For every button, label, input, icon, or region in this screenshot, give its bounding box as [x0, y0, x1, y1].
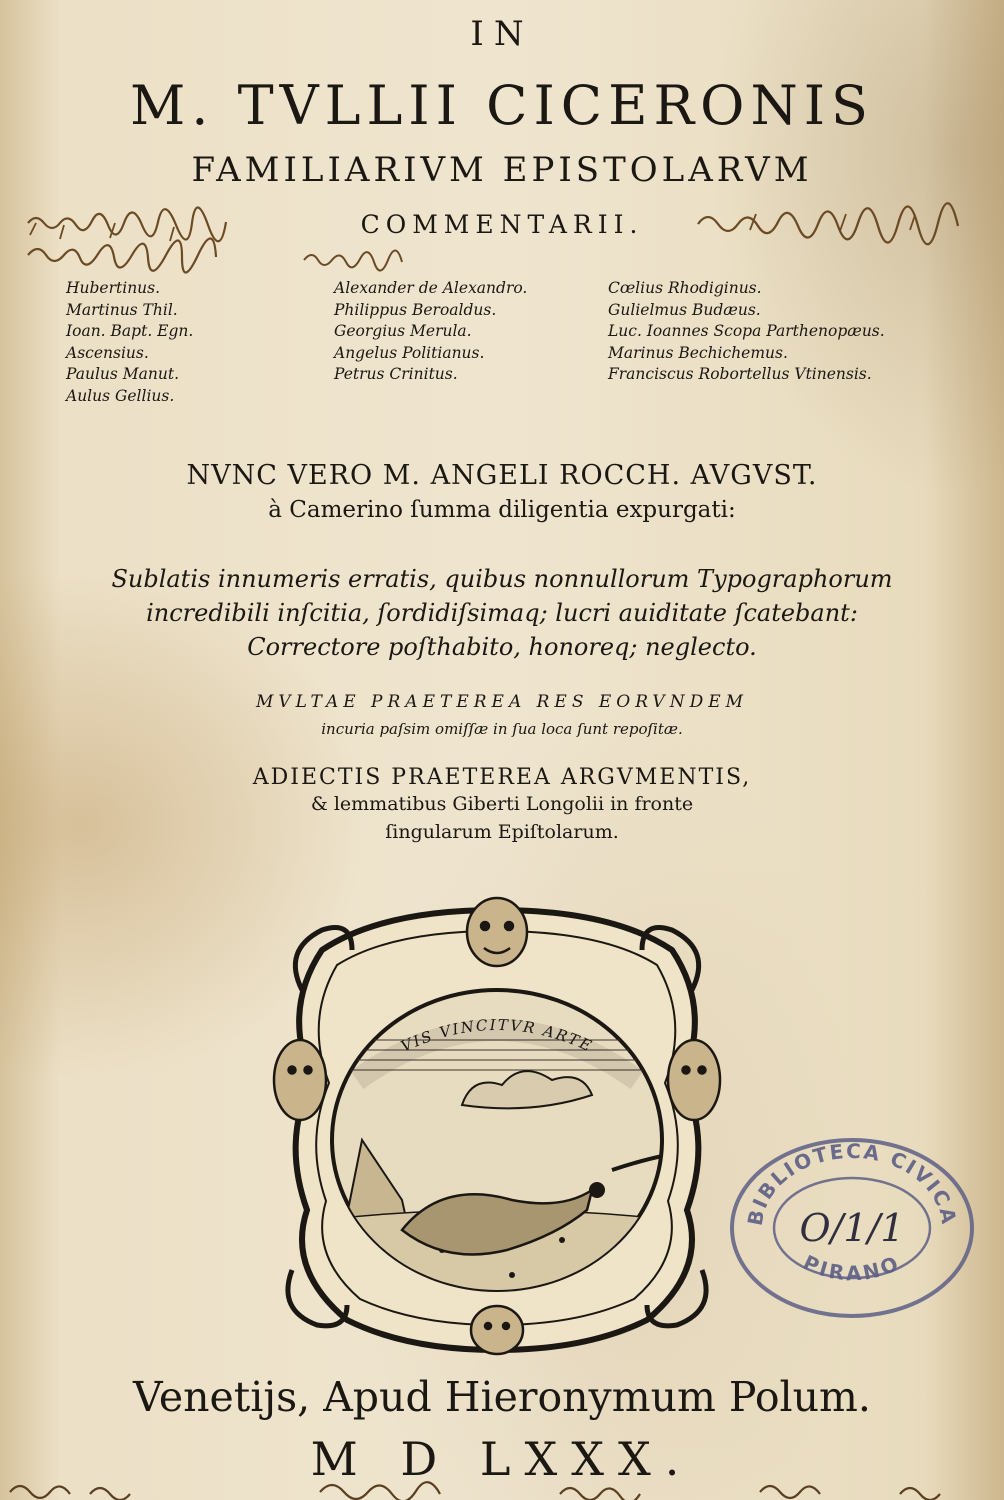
adiectis-line: ADIECTIS PRAETEREA ARGVMENTIS, — [252, 765, 752, 790]
commentator-name: Georgius Merula. — [334, 322, 472, 340]
commentator-name: Cœlius Rhodiginus. — [608, 279, 762, 297]
commentarii-heading: COMMENTARII. — [360, 210, 644, 239]
commentators-column-3 — [608, 278, 885, 386]
heading-in: IN — [470, 14, 534, 54]
author-title: M. TVLLII CICERONIS — [129, 74, 875, 137]
imprint-line: Venetijs, Apud Hieronymum Polum. — [133, 1373, 871, 1421]
sublatis-line: Sublatis innumeris erratis, quibus nonnullorum Typographorum — [111, 565, 893, 593]
multae-line: MVLTAE PRAETEREA RES EORVNDEM — [255, 692, 749, 712]
singularum-line: ſingularum Epiſtolarum. — [385, 821, 619, 843]
date-line: M D LXXX. — [310, 1432, 694, 1486]
sublatis-line: Correctore poſthabito, honoreq; neglecto. — [247, 633, 757, 661]
handwritten-inscription-middle — [298, 244, 418, 274]
emblem-motto: VIS VINCITVR ARTE — [398, 1015, 596, 1056]
commentators-column-1 — [66, 278, 193, 407]
sublatis-paragraph — [0, 562, 1004, 664]
incuria-line: incuria paſsim omiſſæ in ſua loca ſunt repoſitæ. — [321, 720, 683, 738]
library-stamp — [722, 1123, 982, 1323]
commentator-name: Petrus Crinitus. — [334, 365, 458, 383]
commentator-name: Martinus Thil. — [66, 300, 178, 319]
commentator-name: Philippus Beroaldus. — [334, 300, 497, 319]
commentator-name: Angelus Politianus. — [334, 343, 485, 362]
camerino-line: à Camerino ſumma diligentia expurgati: — [268, 497, 736, 523]
commentator-name: Franciscus Robortellus Vtinensis. — [608, 365, 872, 383]
commentator-name: Gulielmus Budæus. — [608, 300, 761, 319]
lemmatibus-line: & lemmatibus Giberti Longolii in fronte — [310, 793, 694, 815]
commentator-name: Aulus Gellius. — [66, 386, 175, 405]
commentator-name: Luc. Ioannes Scopa Parthenopæus. — [608, 322, 885, 340]
commentator-name: Ascensius. — [66, 343, 149, 362]
commentator-name: Alexander de Alexandro. — [334, 279, 528, 297]
stamp-shelfmark: O/1/1 — [799, 1206, 905, 1250]
stamp-bottom-text: PIRANO — [799, 1250, 905, 1286]
editor-line: NVNC VERO M. ANGELI ROCCH. AVGVST. — [186, 460, 818, 491]
work-title: FAMILIARIVM EPISTOLARVM — [191, 150, 813, 190]
commentators-column-2 — [334, 278, 527, 386]
mask-top — [467, 898, 527, 966]
stamp-top-text: BIBLIOTECA CIVICA — [742, 1138, 962, 1228]
svg-text:PIRANO — [800, 1250, 905, 1285]
commentator-name: Marinus Bechichemus. — [608, 343, 788, 362]
commentator-name: Hubertinus. — [66, 279, 161, 297]
printers-device-emblem — [262, 890, 732, 1360]
commentator-name: Ioan. Bapt. Egn. — [66, 322, 194, 340]
commentator-name: Paulus Manut. — [66, 365, 180, 383]
sublatis-line: incredibili inſcitia, ſordidiſsimaq; lucri auiditate ſcatebant: — [146, 599, 858, 627]
